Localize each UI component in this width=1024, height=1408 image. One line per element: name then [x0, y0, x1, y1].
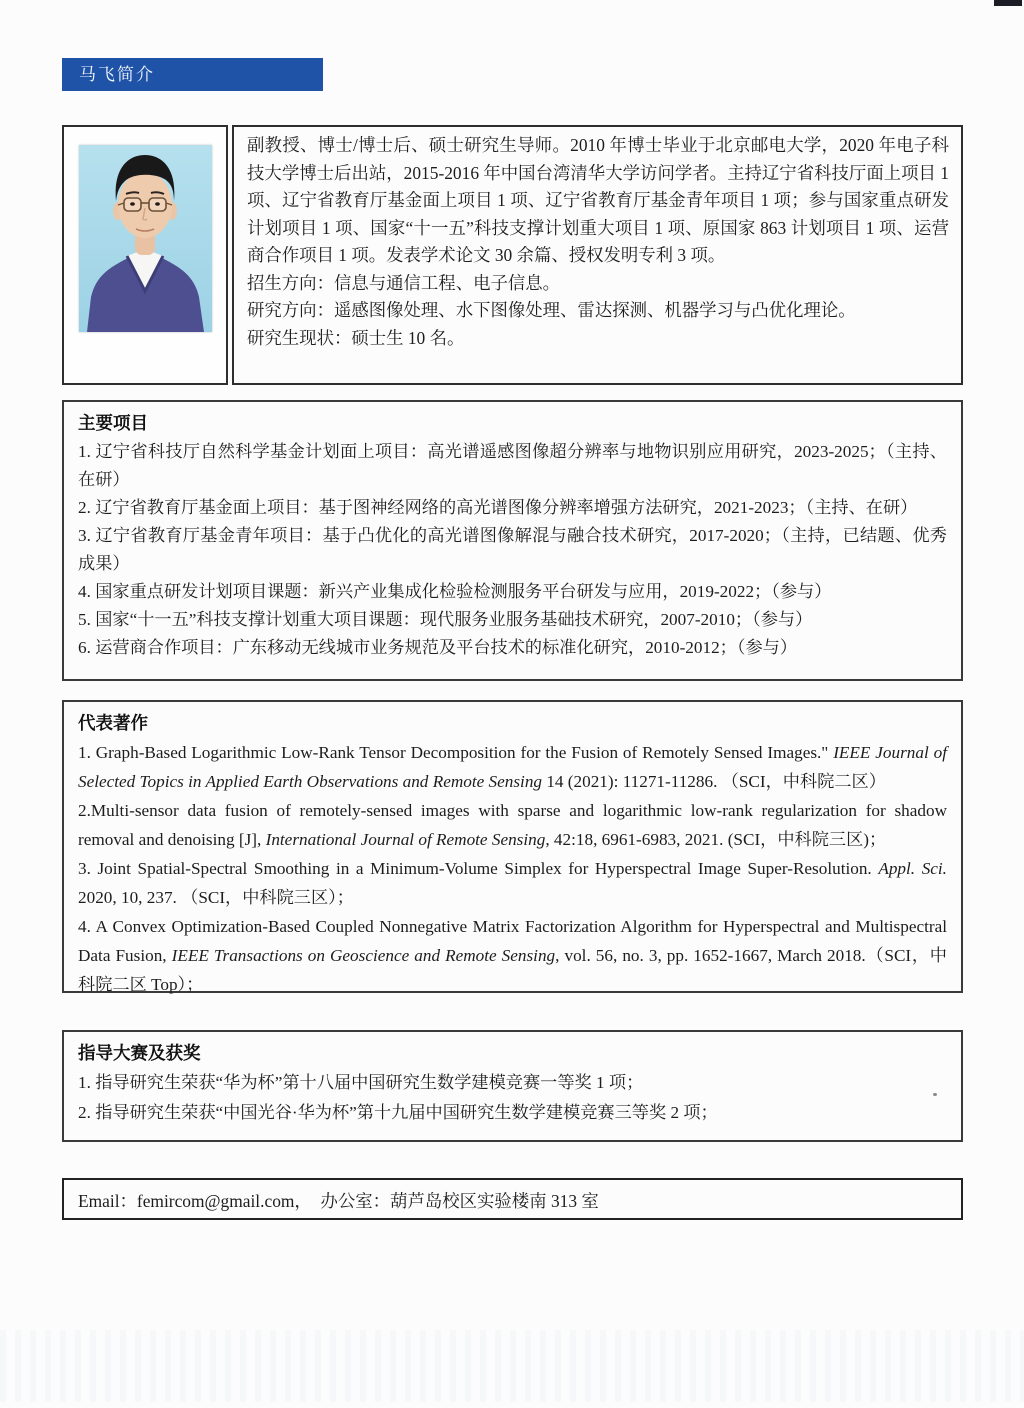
project-item: 2. 辽宁省教育厅基金面上项目：基于图神经网络的高光谱图像分辨率增强方法研究，2021-2023；（主持、在研） [78, 498, 918, 517]
awards-title: 指导大赛及获奖 [78, 1043, 201, 1063]
contact-line: Email：femircom@gmail.com， 办公室：葫芦岛校区实验楼南 313 室 [78, 1190, 599, 1211]
contact-box [62, 1178, 963, 1220]
award-item: 1. 指导研究生荣获“华为杯”第十八届中国研究生数学建模竞赛一等奖 1 项； [78, 1073, 644, 1092]
project-item: 3. 辽宁省教育厅基金青年项目：基于凸优化的高光谱图像解混与融合技术研究，2017-2020；（主持，已结题、优秀成果） [78, 526, 947, 573]
scan-speck-artifact [933, 1093, 937, 1096]
intro-paragraph: 招生方向：信息与通信工程、电子信息。 [247, 272, 561, 293]
publication-item: 4. A Convex Optimization-Based Coupled Nonnegative Matrix Factorization Algorithm for Hyperspectral and Multispectral Data Fusion, IEEE Transactions on Geoscience and Remote Sensing, vol. 56, no. 3, pp. 1652-1667, March 2018.（SCI，中科院二区 Top）； [78, 917, 947, 994]
page-title: 马飞简介 [79, 65, 155, 84]
awards-list [78, 1068, 947, 1128]
page-title-badge [62, 58, 323, 91]
projects-section [62, 400, 963, 681]
publication-item: 2.Multi-sensor data fusion of remotely-sensed images with sparse and logarithmic low-rank regularization for shadow removal and denoising [J], International Journal of Remote Sensing, 42:18, 6961-6983, 2021. (SCI，中科院三区)； [78, 801, 947, 849]
publications-title: 代表著作 [78, 713, 148, 733]
project-item: 1. 辽宁省科技厅自然科学基金计划面上项目：高光谱遥感图像超分辨率与地物识别应用研究，2023-2025；（主持、在研） [78, 442, 947, 489]
publication-item: 1. Graph-Based Logarithmic Low-Rank Tensor Decomposition for the Fusion of Remotely Sensed Images." IEEE Journal of Selected Topics in Applied Earth Observations and Remote Sensing 14 (2021): 11271-11286. （SCI，中科院二区） [78, 743, 947, 791]
scan-bleedthrough-artifact [0, 1330, 1024, 1402]
project-item: 6. 运营商合作项目：广东移动无线城市业务规范及平台技术的标准化研究，2010-2012；（参与） [78, 638, 798, 657]
portrait-photo-box [62, 125, 228, 385]
publication-item: 3. Joint Spatial-Spectral Smoothing in a Minimum-Volume Simplex for Hyperspectral Image Super-Resolution. Appl. Sci. 2020, 10, 237. （SCI，中科院三区）； [78, 859, 947, 907]
awards-section [62, 1030, 963, 1142]
profile-intro-box [232, 125, 963, 385]
projects-list [78, 438, 947, 662]
publications-list [78, 738, 947, 999]
project-item: 5. 国家“十一五”科技支撑计划重大项目课题：现代服务业服务基础技术研究，2007-2010；（参与） [78, 610, 813, 629]
award-item: 2. 指导研究生荣获“中国光谷·华为杯”第十九届中国研究生数学建模竞赛三等奖 2 项； [78, 1103, 718, 1122]
intro-paragraph: 研究生现状：硕士生 10 名。 [247, 327, 465, 348]
intro-paragraph: 副教授、博士/博士后、硕士研究生导师。2010 年博士毕业于北京邮电大学，2020 年电子科技大学博士后出站，2015-2016 年中国台湾清华大学访问学者。主持辽宁省科技厅面上项目 1 项、辽宁省教育厅基金面上项目 1 项、辽宁省教育厅基金青年项目 1 项；参与国家重点研发计划项目 1 项、国家“十一五”科技支撑计划重大项目 1 项、原国家 863 计划项目 1 项、运营商合作项目 1 项。发表学术论文 30 余篇、授权发明专利 3 项。 [247, 135, 949, 265]
publications-section [62, 700, 963, 993]
scan-corner-artifact [994, 0, 1022, 6]
intro-paragraph: 研究方向：遥感图像处理、水下图像处理、雷达探测、机器学习与凸优化理论。 [247, 300, 856, 320]
portrait-photo [79, 145, 212, 332]
project-item: 4. 国家重点研发计划项目课题：新兴产业集成化检验检测服务平台研发与应用，2019-2022；（参与） [78, 582, 832, 601]
projects-title: 主要项目 [78, 413, 148, 433]
